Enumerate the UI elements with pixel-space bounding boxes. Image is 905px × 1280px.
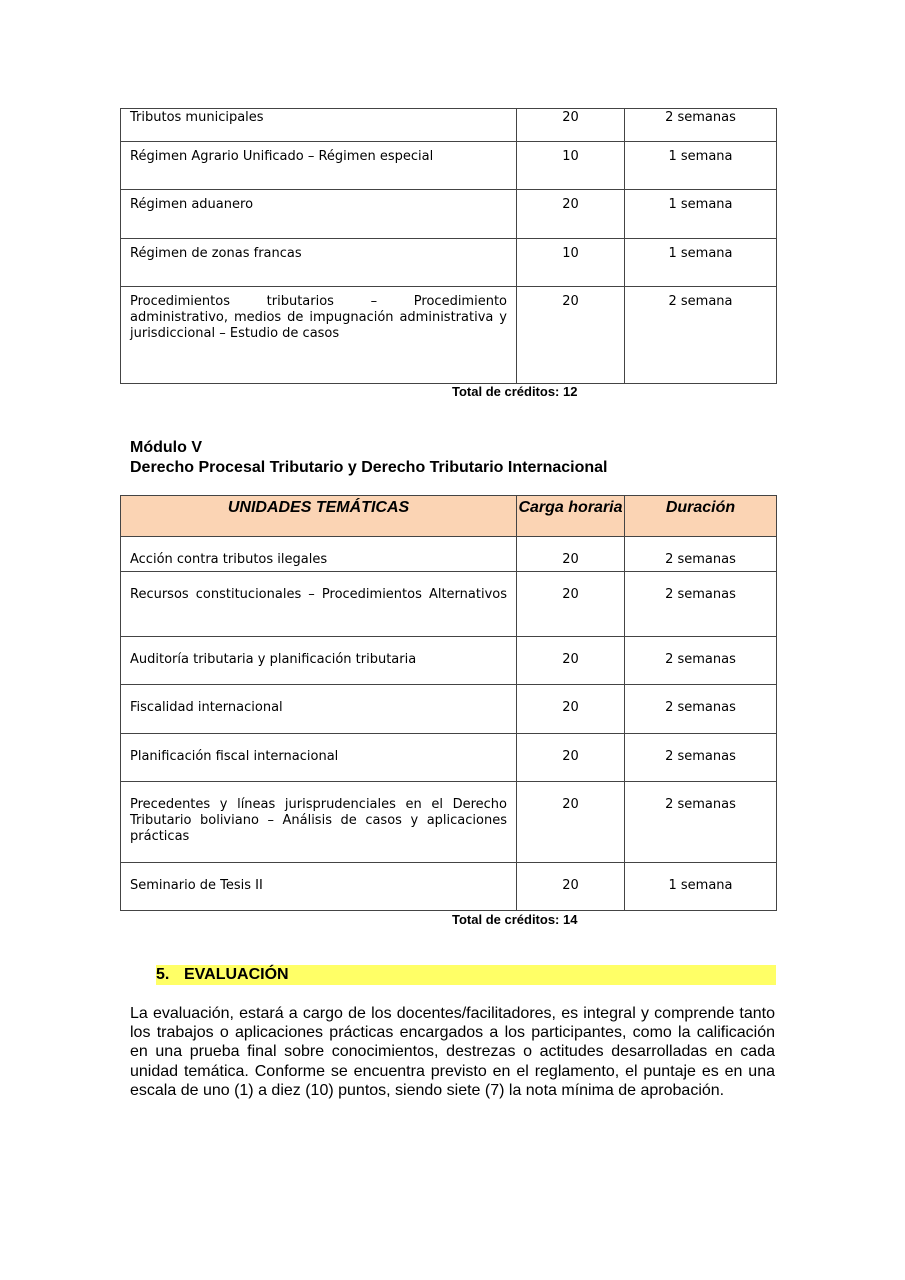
table-row	[121, 782, 777, 863]
header-hours: Carga horaria	[517, 496, 625, 537]
duration-cell: 1 semana	[625, 863, 777, 911]
duration-cell: 2 semanas	[625, 734, 777, 782]
total-credits: Total de créditos: 14	[452, 912, 578, 927]
duration-cell: 1 semana	[625, 239, 777, 287]
hours-cell: 20	[517, 190, 625, 239]
section-number: 5.	[156, 966, 170, 983]
hours-cell: 20	[517, 685, 625, 734]
table-row	[121, 239, 777, 287]
module-number: Módulo V	[130, 439, 202, 456]
duration-cell: 2 semana	[625, 287, 777, 384]
hours-cell: 20	[517, 863, 625, 911]
duration-cell: 1 semana	[625, 142, 777, 190]
section-heading-evaluacion	[156, 965, 776, 985]
topic-cell: Acción contra tributos ilegales	[121, 537, 517, 572]
table-row	[121, 863, 777, 911]
topic-cell: Régimen aduanero	[121, 190, 517, 239]
table-row	[121, 109, 777, 142]
hours-cell: 10	[517, 142, 625, 190]
topic-cell: Auditoría tributaria y planificación tributaria	[121, 637, 517, 685]
hours-cell: 20	[517, 109, 625, 142]
table-row	[121, 685, 777, 734]
hours-cell: 20	[517, 734, 625, 782]
duration-cell: 2 semanas	[625, 685, 777, 734]
table-row	[121, 637, 777, 685]
header-topics: UNIDADES TEMÁTICAS	[121, 496, 517, 537]
duration-cell: 2 semanas	[625, 537, 777, 572]
table-row	[121, 572, 777, 637]
hours-cell: 20	[517, 637, 625, 685]
hours-cell: 20	[517, 782, 625, 863]
topic-cell: Fiscalidad internacional	[121, 685, 517, 734]
table-header-row	[121, 496, 777, 537]
duration-cell: 2 semanas	[625, 637, 777, 685]
module-iv-table	[120, 108, 777, 384]
hours-cell: 10	[517, 239, 625, 287]
duration-cell: 2 semanas	[625, 109, 777, 142]
topic-cell: Régimen de zonas francas	[121, 239, 517, 287]
header-duration: Duración	[625, 496, 777, 537]
topic-cell: Procedimientos tributarios – Procedimiento administrativo, medios de impugnación administrativa y jurisdiccional – Estudio de casos	[121, 287, 517, 384]
table-row	[121, 190, 777, 239]
topic-cell: Régimen Agrario Unificado – Régimen especial	[121, 142, 517, 190]
duration-cell: 1 semana	[625, 190, 777, 239]
hours-cell: 20	[517, 537, 625, 572]
module-title: Derecho Procesal Tributario y Derecho Tributario Internacional	[130, 459, 608, 476]
table-row	[121, 142, 777, 190]
hours-cell: 20	[517, 572, 625, 637]
topic-cell: Planificación fiscal internacional	[121, 734, 517, 782]
topic-cell: Tributos municipales	[121, 109, 517, 142]
topic-cell: Precedentes y líneas jurisprudenciales en el Derecho Tributario boliviano – Análisis de casos y aplicaciones prácticas	[121, 782, 517, 863]
total-credits: Total de créditos: 12	[452, 384, 578, 399]
table-row	[121, 537, 777, 572]
duration-cell: 2 semanas	[625, 572, 777, 637]
table-row	[121, 287, 777, 384]
topic-cell: Seminario de Tesis II	[121, 863, 517, 911]
hours-cell: 20	[517, 287, 625, 384]
duration-cell: 2 semanas	[625, 782, 777, 863]
topic-cell: Recursos constitucionales – Procedimientos Alternativos	[121, 572, 517, 637]
module-heading	[130, 438, 607, 478]
evaluation-paragraph: La evaluación, estará a cargo de los docentes/facilitadores, es integral y comprende tanto los trabajos o aplicaciones prácticas encargados a los participantes, como la calificación en una prueba final sobre conocimientos, destrezas o actitudes desarrolladas en cada unidad temática. Conforme se encuentra previsto en el reglamento, el puntaje es en una escala de uno (1) a diez (10) puntos, siendo siete (7) la nota mínima de aprobación.	[130, 1005, 775, 1099]
section-title: EVALUACIÓN	[184, 966, 289, 983]
module-v-table	[120, 495, 777, 911]
table-row	[121, 734, 777, 782]
